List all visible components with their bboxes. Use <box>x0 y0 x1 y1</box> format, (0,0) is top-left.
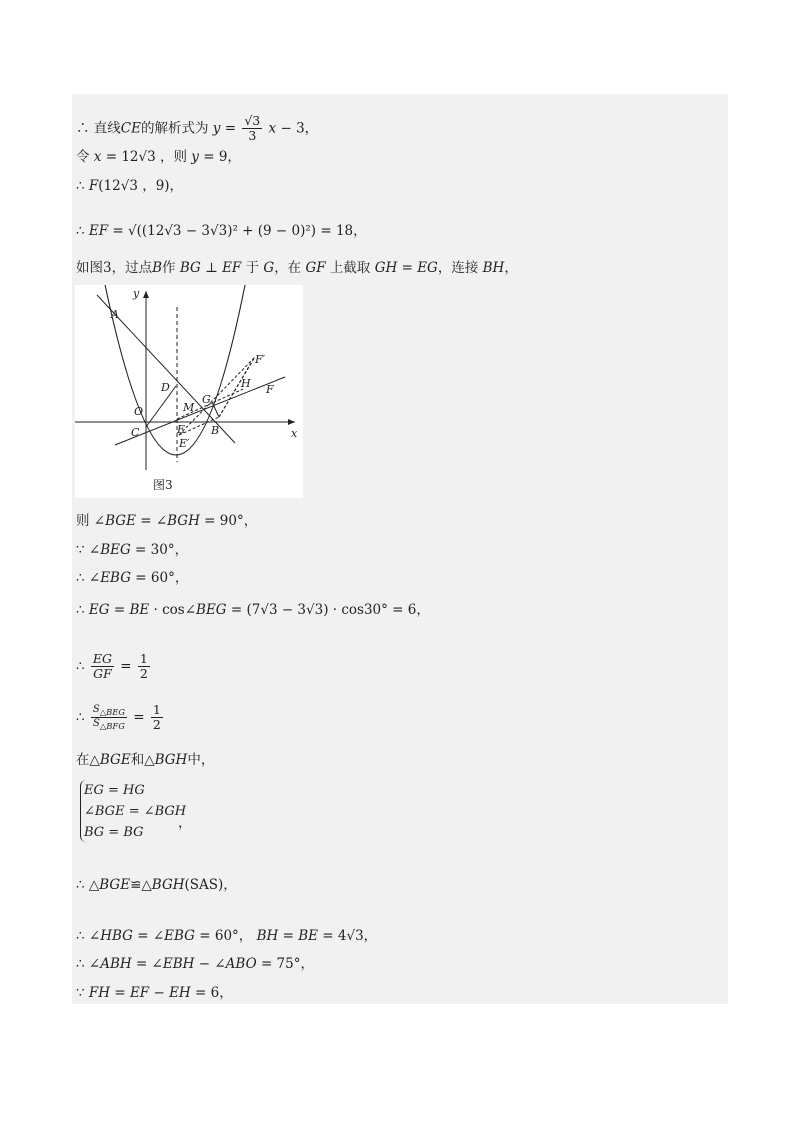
label-a: A <box>111 308 119 321</box>
line-fh-length: ∵ FH = EF − EH = 6， <box>76 985 233 1001</box>
line-construction: 如图3，过点B作 BG ⊥ EF 于 G，在 GF 上截取 GH = EG，连接 BH， <box>76 260 518 276</box>
label-m: M <box>183 401 195 414</box>
segment-bh-dashed <box>219 363 251 417</box>
line-congruence: ∴ △BGE≌△BGH(SAS)， <box>76 877 237 893</box>
label-o: O <box>134 405 144 418</box>
label-e-prime: E′ <box>179 437 190 450</box>
line-ce-equation: ∴ 直线CE的解析式为 y = $\frac{√3}{3}$ x − 3， <box>76 113 319 144</box>
line-let-x: 令 x = 12√3 ，则 y = 9， <box>76 149 241 165</box>
label-d: D <box>161 381 170 394</box>
label-c: C <box>131 426 140 439</box>
label-y: y <box>133 287 140 300</box>
figure-3 <box>75 285 303 498</box>
line-in-triangles: 在△BGE和△BGH中， <box>76 752 215 768</box>
line-ratio-eg-gf: ∴ $\frac{EG}{GF}$ = $\frac{1}{2}$ <box>76 651 148 682</box>
label-f: F <box>266 383 274 396</box>
system-eq-2: ∠BGE = ∠BGH <box>84 804 187 819</box>
label-f-prime: F′ <box>255 353 266 366</box>
label-h: H <box>241 377 251 390</box>
parabola <box>103 285 247 455</box>
figure-caption: 图3 <box>153 478 173 492</box>
system-eq-3: BG = BG <box>84 825 144 840</box>
line-point-f: ∴ F(12√3 ，9)， <box>76 178 184 194</box>
line-angle-ebg: ∴ ∠EBG = 60°， <box>76 570 189 586</box>
label-e: E <box>177 423 186 436</box>
system-comma: ， <box>178 815 192 831</box>
label-x: x <box>291 427 298 440</box>
y-axis-arrow <box>143 291 149 298</box>
line-ef-length: ∴ EF = √((12√3 − 3√3)² + (9 − 0)²) = 18， <box>76 223 367 239</box>
x-axis-arrow <box>288 419 295 425</box>
label-b: B <box>211 424 220 437</box>
label-g: G <box>202 393 211 406</box>
figure-3-diagram <box>75 285 303 498</box>
line-eg-length: ∴ EG = BE · cos∠BEG = (7√3 − 3√3) · cos30° = 6， <box>76 602 430 618</box>
system-eq-1: EG = HG <box>84 783 145 798</box>
line-right-angles: 则 ∠BGE = ∠BGH = 90°， <box>76 513 258 529</box>
line-angle-hbg: ∴ ∠HBG = ∠EBG = 60°， BH = BE = 4√3， <box>76 928 378 944</box>
line-area-ratio: ∴ $\frac{S_{\triangle BEG}}{S_{\triangle BFG}}$ = $\frac{1}{2}$ <box>76 702 161 733</box>
line-angle-abh: ∴ ∠ABH = ∠EBH − ∠ABO = 75°， <box>76 956 314 972</box>
line-angle-beg: ∵ ∠BEG = 30°， <box>76 542 189 558</box>
